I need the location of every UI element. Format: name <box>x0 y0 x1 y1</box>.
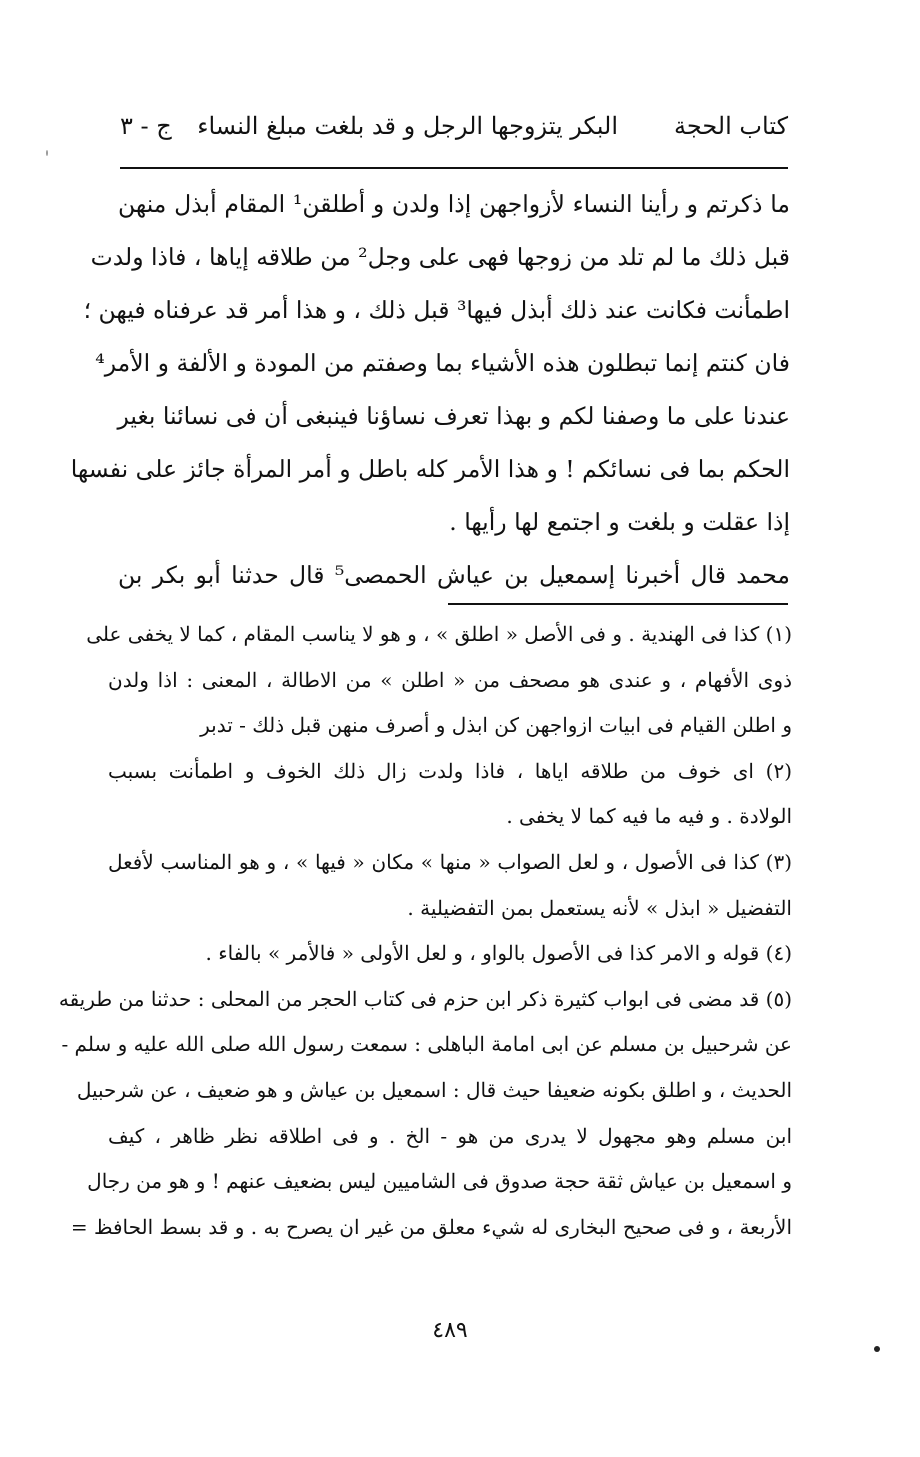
body-line: محمد قال أخبرنا إسمعيل بن عياش الحمصى⁵ قال حدثنا أبو بكر بن <box>118 561 790 589</box>
footnote-line: ذوى الأفهام ، و عندى هو مصحف من « اطلن » من الاطالة ، المعنى : اذا ولدن <box>108 667 792 692</box>
scan-speck <box>874 1346 880 1352</box>
running-header <box>120 104 788 154</box>
footnotes <box>58 612 792 1250</box>
footnote-line: الولادة . و فيه ما فيه كما لا يخفى . <box>506 804 792 829</box>
body-line: فان كنتم إنما تبطلون هذه الأشياء بما وصفتم من المودة و الألفة و الأمر⁴ <box>95 349 790 377</box>
footnote-line: (٣) كذا فى الأصول ، و لعل الصواب « منها » مكان « فيها » ، و هو المناسب لأفعل <box>108 849 792 874</box>
footnote-rule <box>448 603 788 605</box>
footnote-line: ابن مسلم وهو مجهول لا يدرى من هو - الخ . و فى اطلاقه نظر ظاهر ، كيف <box>108 1123 792 1148</box>
footnote-line: و اسمعيل بن عياش ثقة حجة صدوق فى الشاميين ليس بضعيف عنهم ! و هو من رجال <box>87 1169 792 1194</box>
body-line: إذا عقلت و بلغت و اجتمع لها رأيها . <box>449 508 790 536</box>
page-number: ٤٨٩ <box>432 1318 468 1343</box>
footnote-line: الأربعة ، و فى صحيح البخارى له شيء معلق من غير ان يصرح به . و قد بسط الحافظ = <box>70 1214 792 1239</box>
footnote-line: (٤) قوله و الامر كذا فى الأصول بالواو ، و لعل الأولى « فالأمر » بالفاء . <box>205 941 792 966</box>
footnote-line: التفضيل « ابذل » لأنه يستعمل بمن التفضيلية . <box>407 895 792 920</box>
header-rule <box>120 167 788 169</box>
footnote-line: (١) كذا فى الهندية . و فى الأصل « اطلق » ، و هو لا يناسب المقام ، كما لا يخفى على <box>86 622 792 646</box>
body-line: عندنا على ما وصفنا لكم و بهذا تعرف نساؤنا فينبغى أن فى نسائنا بغير <box>117 402 790 430</box>
footnote-line: و اطلن القيام فى ابيات ازواجهن كن ابذل و أصرف منهن قبل ذلك - تدبر <box>200 713 792 738</box>
header-chapter-title: البكر يتزوجها الرجل و قد بلغت مبلغ النساء <box>197 112 618 140</box>
body-line: اطمأنت فكانت عند ذلك أبذل فيها³ قبل ذلك ، و هذا أمر قد عرفناه فيهن ؛ <box>83 296 790 324</box>
footnote-line: (٥) قد مضى فى ابواب كثيرة ذكر ابن حزم فى كتاب الحجر من المحلى : حدثنا من طريقه <box>58 986 792 1011</box>
footnote-line: عن شرحبيل بن مسلم عن ابى امامة الباهلى : سمعت رسول الله صلى الله عليه و سلم - <box>61 1032 792 1057</box>
header-volume: ج - ٣ <box>120 112 172 140</box>
footnote-line: (٢) اى خوف من طلاقه اياها ، فاذا ولدت زال ذلك الخوف و اطمأنت بسبب <box>108 758 792 783</box>
body-line: الحكم بما فى نسائكم ! و هذا الأمر كله باطل و أمر المرأة جائز على نفسها <box>70 455 790 483</box>
body-line: ما ذكرتم و رأينا النساء لأزواجهن إذا ولدن و أطلقن¹ المقام أبذل منهن <box>118 190 790 218</box>
footnote-line: الحديث ، و اطلق بكونه ضعيفا حيث قال : اسمعيل بن عياش و هو ضعيف ، عن شرحبيل <box>76 1077 792 1102</box>
header-book-title: كتاب الحجة <box>673 112 788 140</box>
scan-speck <box>46 150 48 156</box>
body-line: قبل ذلك ما لم تلد من زوجها فهى على وجل² من طلاقه إياها ، فاذا ولدت <box>90 243 790 271</box>
main-text <box>70 178 790 602</box>
